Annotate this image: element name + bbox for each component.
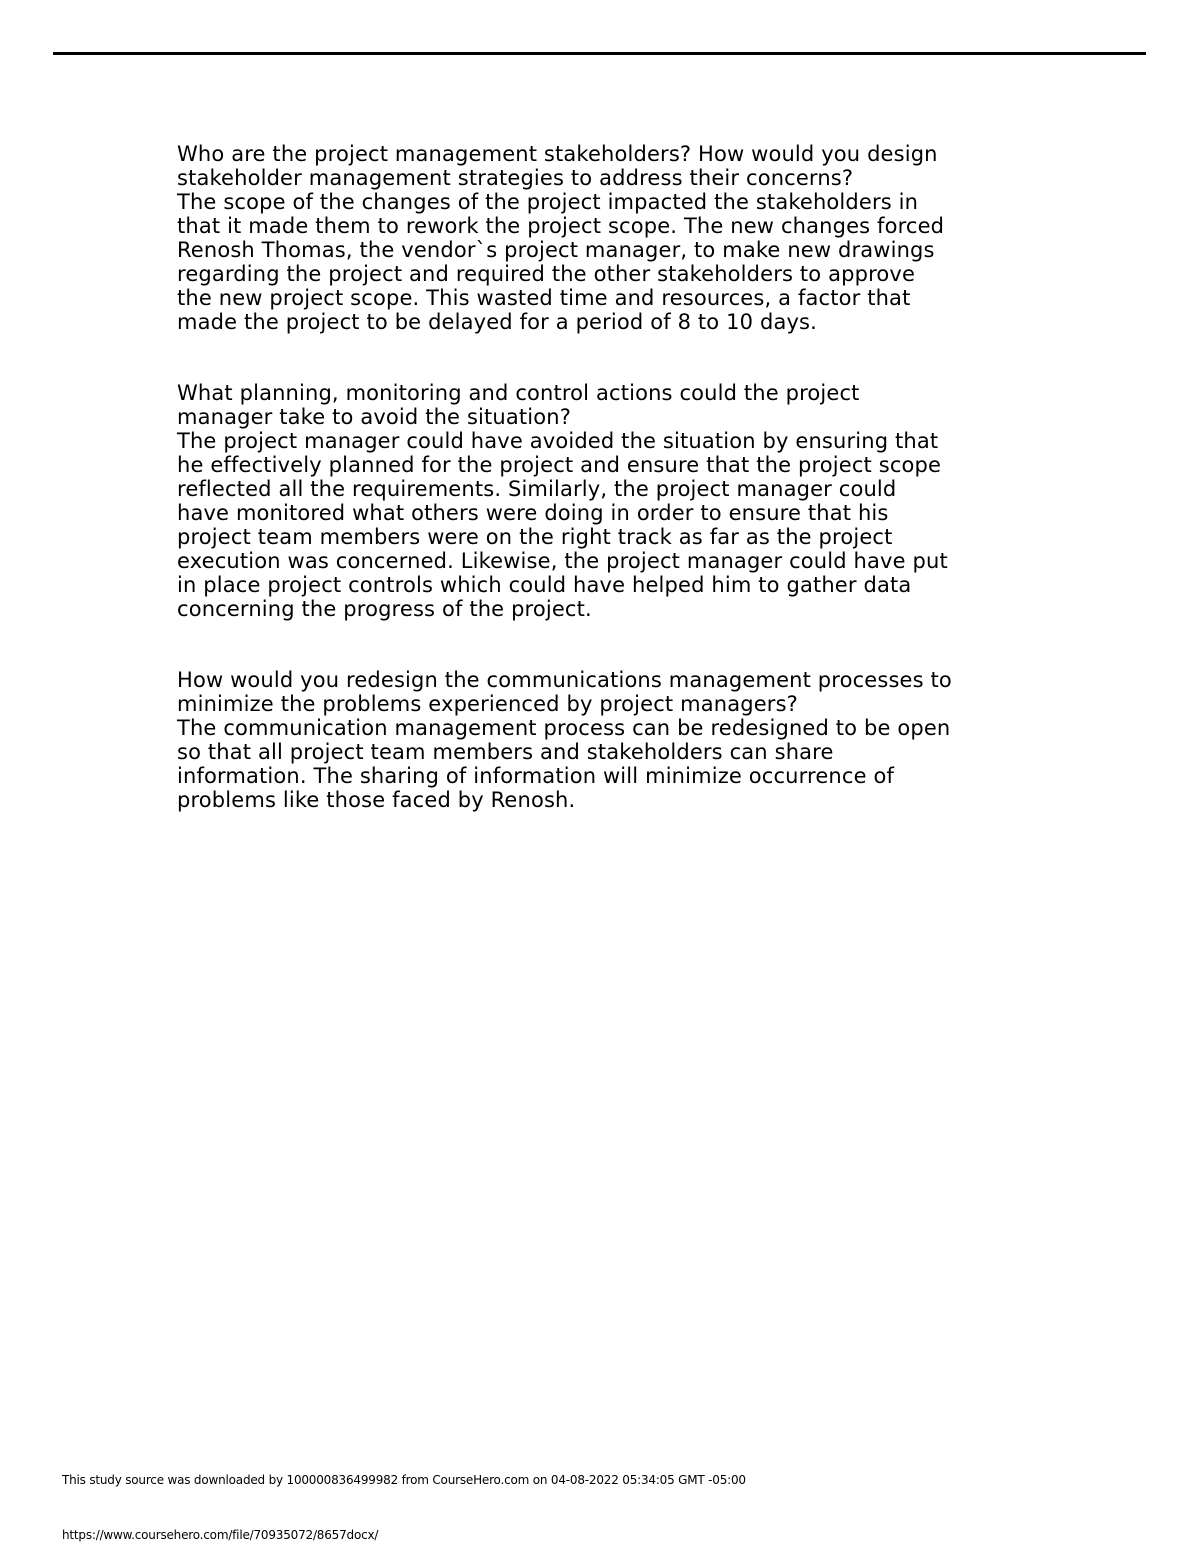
answer-line: the new project scope. This wasted time and resources, a factor that: [177, 286, 911, 310]
source-url-link[interactable]: https://www.coursehero.com/file/70935072/8657docx/: [62, 1528, 379, 1542]
answer-line: problems like those faced by Renosh.: [177, 788, 576, 812]
answer-line: information. The sharing of information will minimize occurrence of: [177, 764, 895, 788]
qa-section-communications: [177, 668, 1057, 812]
question-line: minimize the problems experienced by project managers?: [177, 692, 798, 716]
answer-line: execution was concerned. Likewise, the project manager could have put: [177, 549, 948, 573]
answer-line: in place project controls which could have helped him to gather data: [177, 573, 912, 597]
top-horizontal-rule: [53, 52, 1146, 55]
answer-line: The scope of the changes of the project impacted the stakeholders in: [177, 190, 919, 214]
answer-line: reflected all the requirements. Similarly, the project manager could: [177, 477, 897, 501]
answer-line: that it made them to rework the project scope. The new changes forced: [177, 214, 945, 238]
answer-line: project team members were on the right track as far as the project: [177, 525, 893, 549]
answer-line: regarding the project and required the other stakeholders to approve: [177, 262, 916, 286]
document-body: [177, 142, 1057, 812]
question-line: stakeholder management strategies to address their concerns?: [177, 166, 854, 190]
qa-section-stakeholders: [177, 142, 1057, 334]
answer-line: have monitored what others were doing in order to ensure that his: [177, 501, 889, 525]
question-line: What planning, monitoring and control actions could the project: [177, 381, 860, 405]
question-line: manager take to avoid the situation?: [177, 405, 572, 429]
answer-line: The communication management process can be redesigned to be open: [177, 716, 951, 740]
answer-line: made the project to be delayed for a period of 8 to 10 days.: [177, 310, 817, 334]
answer-line: Renosh Thomas, the vendor`s project manager, to make new drawings: [177, 238, 935, 262]
answer-line: The project manager could have avoided the situation by ensuring that: [177, 429, 939, 453]
answer-line: concerning the progress of the project.: [177, 597, 592, 621]
answer-line: he effectively planned for the project and ensure that the project scope: [177, 453, 942, 477]
download-source-note: This study source was downloaded by 100000836499982 from CourseHero.com on 04-08-2022 05:34:05 GMT -05:00: [62, 1473, 746, 1487]
question-line: How would you redesign the communications management processes to: [177, 668, 952, 692]
answer-line: so that all project team members and stakeholders can share: [177, 740, 834, 764]
qa-section-planning-monitoring: [177, 381, 1057, 621]
question-line: Who are the project management stakeholders? How would you design: [177, 142, 938, 166]
